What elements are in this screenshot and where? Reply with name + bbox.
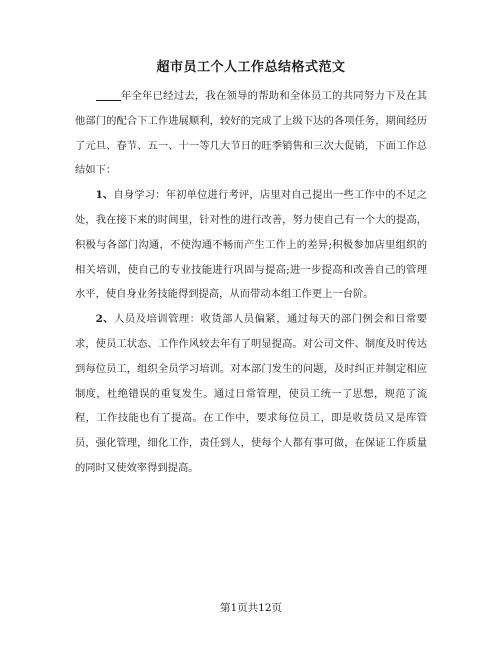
blank-underline — [96, 88, 121, 101]
paragraph-text: 自身学习：年初单位进行考评，店里对自己提出一些工作中的不足之处，我在接下来的时间里，针对性的进行改善，努力使自己有一个大的提高，积极与各部门沟通，不使沟通不畅而产生工作上的差异;积极参加店里组织的相关培训，使自己的专业技能进行巩固与提高;进一步提高和改善自己的管理水平，使自身业务技能得到提高，从而带动本组工作更上一台阶。 — [75, 189, 428, 301]
section-number: 1、 — [95, 189, 114, 202]
paragraph-self-study — [75, 183, 427, 307]
paragraph-staff-training — [75, 307, 427, 481]
section-number: 2、 — [95, 313, 115, 326]
document-body — [75, 84, 427, 481]
paragraph-text: 人员及培训管理：收货部人员偏紧，通过每天的部门例会和日常要求，使员工状态、工作作风较去年有了明显提高。对公司文件、制度及时传达到每位员工，组织全员学习培训。对本部门发生的问题，及时纠正并制定相应制度，杜绝错误的重复发生。通过日常管理，使员工统一了思想，规范了流程，工作技能也有了提高。在工作中，要求每位员工，即是收货员又是库管员，强化管理，细化工作，责任到人，使每个人都有事可做，在保证工作质量的同时又使效率得到提高。 — [75, 313, 427, 474]
paragraph-text: 年全年已经过去，我在领导的帮助和全体员工的共同努力下及在其他部门的配合下工作进展顺利，较好的完成了上级下达的各项任务，期间经历了元旦、春节、五一、十一等几大节日的旺季销售和三次大促销，下面工作总结如下： — [75, 90, 427, 177]
page-footer: 第1页共12页 — [219, 602, 283, 614]
document-title: 超市员工个人工作总结格式范文 — [156, 60, 346, 75]
paragraph-intro — [75, 84, 427, 183]
